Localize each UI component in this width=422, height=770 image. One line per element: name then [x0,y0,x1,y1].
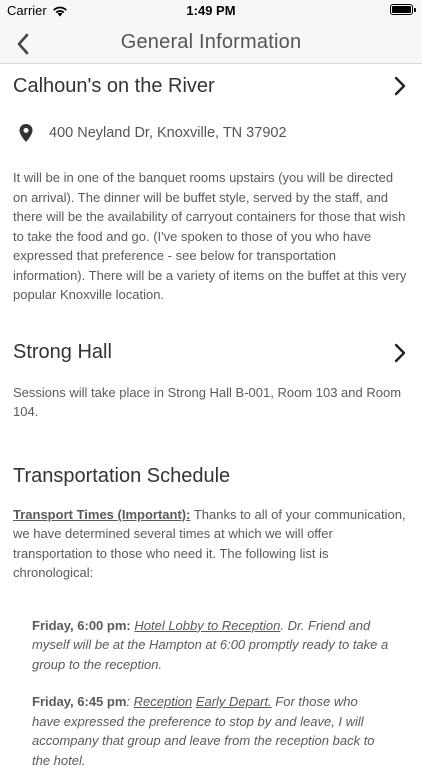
status-bar [0,0,422,22]
strong-hall-description: Sessions will take place in Strong Hall B-001, Room 103 and Room 104. [13,383,409,422]
transport-separator: : [126,694,133,709]
transport-intro-text: Thanks to all of your communication, we have determined several times at which we will offer transportation to those who need it. The following list is chronological: [13,507,406,581]
transport-note: For those who have expressed the preference to stop by and leave, I will accompany that group and leave from the reception back to the hotel. [32,694,375,768]
list-item [32,692,389,770]
transport-intro-label: Transport Times (Important): [13,507,190,522]
calhoun-description: It will be in one of the banquet rooms upstairs (you will be directed on arrival). The dinner will be buffet style, served by the staff, and there will be the availability of carryout containers for those that wish to take the food and go. (I've spoken to those of you who have expressed that preference - see below for transportation information). There will be a variety of items on the buffet at this very popular Knoxville location. [13,168,409,305]
calhoun-title: Calhoun's on the River [13,75,215,98]
chevron-right-icon[interactable] [392,341,408,365]
strong-hall-title: Strong Hall [13,341,112,364]
address-row[interactable] [13,110,409,156]
list-item [32,616,389,675]
battery-indicator [390,4,416,15]
transport-title: Transportation Schedule [13,465,230,488]
address-text: 400 Neyland Dr, Knoxville, TN 37902 [49,125,287,141]
transport-note: . Dr. Friend and myself will be at the Hampton at 6:00 promptly ready to take a group to the reception. [32,618,388,672]
carrier-label: Carrier [7,3,47,18]
transport-header [13,459,409,495]
transport-list [13,616,409,770]
calhoun-header[interactable] [13,66,409,106]
transport-early-depart-link[interactable]: Early Depart. [196,694,272,709]
transport-time: Friday, 6:45 pm [32,694,126,709]
page-title: General Information [0,31,422,54]
transport-route-link[interactable]: Hotel Lobby to Reception [134,618,280,633]
navigation-bar [0,22,422,64]
transport-time: Friday, 6:00 pm: [32,618,131,633]
chevron-right-icon[interactable] [392,74,408,98]
map-pin-icon [15,122,37,144]
transport-intro [13,505,409,583]
strong-hall-header[interactable] [13,333,409,373]
main-content [0,66,422,770]
transport-route-link[interactable]: Reception [134,694,193,709]
status-time: 1:49 PM [0,3,422,18]
battery-icon [390,4,413,15]
